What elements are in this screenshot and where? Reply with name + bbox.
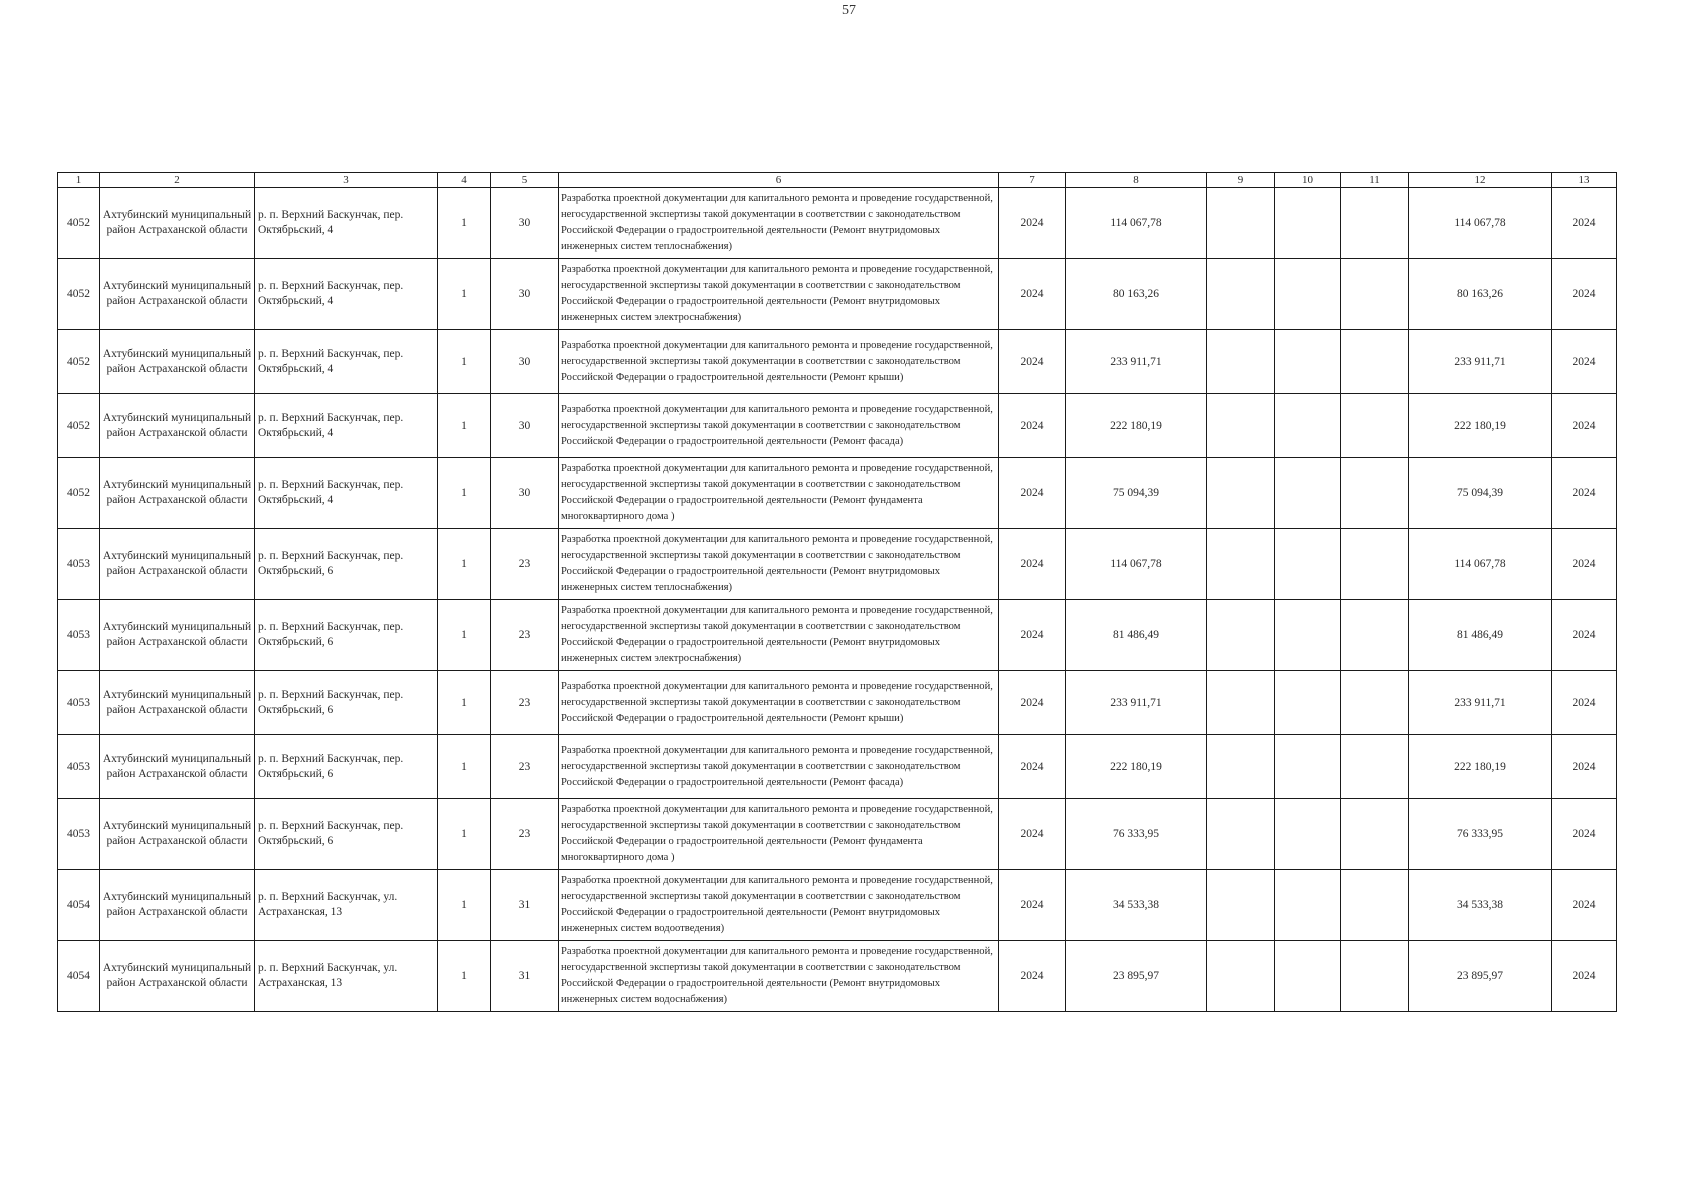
col12-amount-cell: 76 333,95 bbox=[1409, 799, 1552, 870]
col9-cell bbox=[1207, 735, 1275, 799]
year-cell: 2024 bbox=[999, 799, 1066, 870]
column-header: 1 bbox=[58, 173, 100, 188]
table-row bbox=[58, 188, 1617, 259]
col10-cell bbox=[1275, 671, 1341, 735]
amount-cell: 114 067,78 bbox=[1066, 188, 1207, 259]
object-id-cell: 4053 bbox=[58, 799, 100, 870]
col13-year-cell: 2024 bbox=[1552, 259, 1617, 330]
col12-amount-cell: 81 486,49 bbox=[1409, 600, 1552, 671]
col11-cell bbox=[1341, 671, 1409, 735]
work-description-cell: Разработка проектной документации для капитального ремонта и проведение государственной, негосударственной экспертизы такой документации в соответствии с законодательством Российской Федерации о градостроительной деятельности (Ремонт внутридомовых инженерных систем электроснабжения) bbox=[559, 600, 999, 671]
work-description-cell: Разработка проектной документации для капитального ремонта и проведение государственной, негосударственной экспертизы такой документации в соответствии с законодательством Российской Федерации о градостроительной деятельности (Ремонт крыши) bbox=[559, 671, 999, 735]
amount-cell: 222 180,19 bbox=[1066, 394, 1207, 458]
col11-cell bbox=[1341, 458, 1409, 529]
col5-cell: 23 bbox=[491, 671, 559, 735]
municipality-cell: Ахтубинский муниципальный район Астраханской области bbox=[100, 600, 255, 671]
col10-cell bbox=[1275, 799, 1341, 870]
col13-year-cell: 2024 bbox=[1552, 799, 1617, 870]
col5-cell: 23 bbox=[491, 600, 559, 671]
col11-cell bbox=[1341, 870, 1409, 941]
municipality-cell: Ахтубинский муниципальный район Астраханской области bbox=[100, 941, 255, 1012]
col9-cell bbox=[1207, 529, 1275, 600]
header-row bbox=[58, 173, 1617, 188]
col13-year-cell: 2024 bbox=[1552, 188, 1617, 259]
col10-cell bbox=[1275, 941, 1341, 1012]
amount-cell: 81 486,49 bbox=[1066, 600, 1207, 671]
col9-cell bbox=[1207, 394, 1275, 458]
column-header: 8 bbox=[1066, 173, 1207, 188]
municipality-cell: Ахтубинский муниципальный район Астраханской области bbox=[100, 870, 255, 941]
col5-cell: 23 bbox=[491, 529, 559, 600]
col9-cell bbox=[1207, 188, 1275, 259]
object-id-cell: 4053 bbox=[58, 600, 100, 671]
col12-amount-cell: 80 163,26 bbox=[1409, 259, 1552, 330]
col9-cell bbox=[1207, 330, 1275, 394]
col10-cell bbox=[1275, 458, 1341, 529]
col11-cell bbox=[1341, 941, 1409, 1012]
work-description-cell: Разработка проектной документации для капитального ремонта и проведение государственной, негосударственной экспертизы такой документации в соответствии с законодательством Российской Федерации о градостроительной деятельности (Ремонт фасада) bbox=[559, 735, 999, 799]
col9-cell bbox=[1207, 799, 1275, 870]
object-id-cell: 4053 bbox=[58, 735, 100, 799]
col5-cell: 31 bbox=[491, 870, 559, 941]
col12-amount-cell: 75 094,39 bbox=[1409, 458, 1552, 529]
object-id-cell: 4052 bbox=[58, 394, 100, 458]
municipality-cell: Ахтубинский муниципальный район Астраханской области bbox=[100, 529, 255, 600]
work-description-cell: Разработка проектной документации для капитального ремонта и проведение государственной, негосударственной экспертизы такой документации в соответствии с законодательством Российской Федерации о градостроительной деятельности (Ремонт внутридомовых инженерных систем водоснабжения) bbox=[559, 941, 999, 1012]
col4-cell: 1 bbox=[438, 735, 491, 799]
col12-amount-cell: 34 533,38 bbox=[1409, 870, 1552, 941]
address-cell: р. п. Верхний Баскунчак, пер. Октябрьский, 6 bbox=[255, 529, 438, 600]
amount-cell: 233 911,71 bbox=[1066, 330, 1207, 394]
col11-cell bbox=[1341, 330, 1409, 394]
year-cell: 2024 bbox=[999, 735, 1066, 799]
work-description-cell: Разработка проектной документации для капитального ремонта и проведение государственной, негосударственной экспертизы такой документации в соответствии с законодательством Российской Федерации о градостроительной деятельности (Ремонт внутридомовых инженерных систем электроснабжения) bbox=[559, 259, 999, 330]
col10-cell bbox=[1275, 600, 1341, 671]
col4-cell: 1 bbox=[438, 394, 491, 458]
col4-cell: 1 bbox=[438, 458, 491, 529]
work-description-cell: Разработка проектной документации для капитального ремонта и проведение государственной, негосударственной экспертизы такой документации в соответствии с законодательством Российской Федерации о градостроительной деятельности (Ремонт внутридомовых инженерных систем теплоснабжения) bbox=[559, 529, 999, 600]
col9-cell bbox=[1207, 870, 1275, 941]
col10-cell bbox=[1275, 735, 1341, 799]
col5-cell: 30 bbox=[491, 458, 559, 529]
address-cell: р. п. Верхний Баскунчак, ул. Астраханская, 13 bbox=[255, 941, 438, 1012]
table-body bbox=[58, 188, 1617, 1012]
table-row bbox=[58, 671, 1617, 735]
amount-cell: 80 163,26 bbox=[1066, 259, 1207, 330]
col9-cell bbox=[1207, 671, 1275, 735]
address-cell: р. п. Верхний Баскунчак, пер. Октябрьский, 4 bbox=[255, 330, 438, 394]
address-cell: р. п. Верхний Баскунчак, пер. Октябрьский, 4 bbox=[255, 458, 438, 529]
municipality-cell: Ахтубинский муниципальный район Астраханской области bbox=[100, 458, 255, 529]
year-cell: 2024 bbox=[999, 394, 1066, 458]
object-id-cell: 4052 bbox=[58, 330, 100, 394]
year-cell: 2024 bbox=[999, 458, 1066, 529]
address-cell: р. п. Верхний Баскунчак, пер. Октябрьский, 6 bbox=[255, 799, 438, 870]
municipality-cell: Ахтубинский муниципальный район Астраханской области bbox=[100, 799, 255, 870]
column-header: 3 bbox=[255, 173, 438, 188]
year-cell: 2024 bbox=[999, 259, 1066, 330]
address-cell: р. п. Верхний Баскунчак, пер. Октябрьский, 6 bbox=[255, 671, 438, 735]
col10-cell bbox=[1275, 529, 1341, 600]
amount-cell: 34 533,38 bbox=[1066, 870, 1207, 941]
col13-year-cell: 2024 bbox=[1552, 941, 1617, 1012]
work-description-cell: Разработка проектной документации для капитального ремонта и проведение государственной, негосударственной экспертизы такой документации в соответствии с законодательством Российской Федерации о градостроительной деятельности (Ремонт крыши) bbox=[559, 330, 999, 394]
column-header: 12 bbox=[1409, 173, 1552, 188]
col5-cell: 30 bbox=[491, 394, 559, 458]
table-row bbox=[58, 735, 1617, 799]
object-id-cell: 4054 bbox=[58, 941, 100, 1012]
col11-cell bbox=[1341, 600, 1409, 671]
municipality-cell: Ахтубинский муниципальный район Астраханской области bbox=[100, 330, 255, 394]
col5-cell: 23 bbox=[491, 799, 559, 870]
object-id-cell: 4052 bbox=[58, 188, 100, 259]
col13-year-cell: 2024 bbox=[1552, 735, 1617, 799]
col4-cell: 1 bbox=[438, 600, 491, 671]
column-header: 11 bbox=[1341, 173, 1409, 188]
col9-cell bbox=[1207, 458, 1275, 529]
col11-cell bbox=[1341, 799, 1409, 870]
column-header: 4 bbox=[438, 173, 491, 188]
column-header: 10 bbox=[1275, 173, 1341, 188]
col4-cell: 1 bbox=[438, 529, 491, 600]
col11-cell bbox=[1341, 529, 1409, 600]
table-row bbox=[58, 600, 1617, 671]
column-header: 6 bbox=[559, 173, 999, 188]
col12-amount-cell: 222 180,19 bbox=[1409, 735, 1552, 799]
address-cell: р. п. Верхний Баскунчак, пер. Октябрьский, 4 bbox=[255, 188, 438, 259]
col12-amount-cell: 233 911,71 bbox=[1409, 671, 1552, 735]
year-cell: 2024 bbox=[999, 870, 1066, 941]
column-header: 9 bbox=[1207, 173, 1275, 188]
col4-cell: 1 bbox=[438, 671, 491, 735]
col9-cell bbox=[1207, 600, 1275, 671]
work-description-cell: Разработка проектной документации для капитального ремонта и проведение государственной, негосударственной экспертизы такой документации в соответствии с законодательством Российской Федерации о градостроительной деятельности (Ремонт фундамента многоквартирного дома ) bbox=[559, 799, 999, 870]
year-cell: 2024 bbox=[999, 330, 1066, 394]
municipality-cell: Ахтубинский муниципальный район Астраханской области bbox=[100, 188, 255, 259]
col11-cell bbox=[1341, 394, 1409, 458]
municipality-cell: Ахтубинский муниципальный район Астраханской области bbox=[100, 259, 255, 330]
col13-year-cell: 2024 bbox=[1552, 600, 1617, 671]
col12-amount-cell: 114 067,78 bbox=[1409, 188, 1552, 259]
col4-cell: 1 bbox=[438, 188, 491, 259]
municipality-cell: Ахтубинский муниципальный район Астраханской области bbox=[100, 671, 255, 735]
col12-amount-cell: 114 067,78 bbox=[1409, 529, 1552, 600]
page-number: 57 bbox=[842, 3, 856, 18]
col9-cell bbox=[1207, 259, 1275, 330]
address-cell: р. п. Верхний Баскунчак, пер. Октябрьский, 4 bbox=[255, 259, 438, 330]
col4-cell: 1 bbox=[438, 870, 491, 941]
year-cell: 2024 bbox=[999, 529, 1066, 600]
object-id-cell: 4052 bbox=[58, 259, 100, 330]
amount-cell: 222 180,19 bbox=[1066, 735, 1207, 799]
col9-cell bbox=[1207, 941, 1275, 1012]
address-cell: р. п. Верхний Баскунчак, ул. Астраханская, 13 bbox=[255, 870, 438, 941]
table-header bbox=[58, 173, 1617, 188]
object-id-cell: 4052 bbox=[58, 458, 100, 529]
amount-cell: 76 333,95 bbox=[1066, 799, 1207, 870]
amount-cell: 23 895,97 bbox=[1066, 941, 1207, 1012]
col5-cell: 30 bbox=[491, 188, 559, 259]
col12-amount-cell: 222 180,19 bbox=[1409, 394, 1552, 458]
column-header: 13 bbox=[1552, 173, 1617, 188]
object-id-cell: 4054 bbox=[58, 870, 100, 941]
capital-repair-table bbox=[57, 172, 1617, 1012]
col11-cell bbox=[1341, 735, 1409, 799]
work-description-cell: Разработка проектной документации для капитального ремонта и проведение государственной, негосударственной экспертизы такой документации в соответствии с законодательством Российской Федерации о градостроительной деятельности (Ремонт внутридомовых инженерных систем водоотведения) bbox=[559, 870, 999, 941]
object-id-cell: 4053 bbox=[58, 529, 100, 600]
address-cell: р. п. Верхний Баскунчак, пер. Октябрьский, 6 bbox=[255, 600, 438, 671]
work-description-cell: Разработка проектной документации для капитального ремонта и проведение государственной, негосударственной экспертизы такой документации в соответствии с законодательством Российской Федерации о градостроительной деятельности (Ремонт внутридомовых инженерных систем теплоснабжения) bbox=[559, 188, 999, 259]
year-cell: 2024 bbox=[999, 941, 1066, 1012]
col13-year-cell: 2024 bbox=[1552, 330, 1617, 394]
col5-cell: 30 bbox=[491, 330, 559, 394]
column-header: 7 bbox=[999, 173, 1066, 188]
col10-cell bbox=[1275, 188, 1341, 259]
work-description-cell: Разработка проектной документации для капитального ремонта и проведение государственной, негосударственной экспертизы такой документации в соответствии с законодательством Российской Федерации о градостроительной деятельности (Ремонт фундамента многоквартирного дома ) bbox=[559, 458, 999, 529]
col13-year-cell: 2024 bbox=[1552, 458, 1617, 529]
amount-cell: 75 094,39 bbox=[1066, 458, 1207, 529]
table-row bbox=[58, 458, 1617, 529]
col13-year-cell: 2024 bbox=[1552, 529, 1617, 600]
municipality-cell: Ахтубинский муниципальный район Астраханской области bbox=[100, 735, 255, 799]
address-cell: р. п. Верхний Баскунчак, пер. Октябрьский, 6 bbox=[255, 735, 438, 799]
municipality-cell: Ахтубинский муниципальный район Астраханской области bbox=[100, 394, 255, 458]
col4-cell: 1 bbox=[438, 330, 491, 394]
col13-year-cell: 2024 bbox=[1552, 870, 1617, 941]
col10-cell bbox=[1275, 870, 1341, 941]
col11-cell bbox=[1341, 188, 1409, 259]
year-cell: 2024 bbox=[999, 188, 1066, 259]
col5-cell: 31 bbox=[491, 941, 559, 1012]
col12-amount-cell: 233 911,71 bbox=[1409, 330, 1552, 394]
address-cell: р. п. Верхний Баскунчак, пер. Октябрьский, 4 bbox=[255, 394, 438, 458]
table-row bbox=[58, 870, 1617, 941]
table-row bbox=[58, 799, 1617, 870]
col10-cell bbox=[1275, 259, 1341, 330]
col4-cell: 1 bbox=[438, 941, 491, 1012]
column-header: 5 bbox=[491, 173, 559, 188]
col4-cell: 1 bbox=[438, 799, 491, 870]
col10-cell bbox=[1275, 394, 1341, 458]
col11-cell bbox=[1341, 259, 1409, 330]
year-cell: 2024 bbox=[999, 600, 1066, 671]
col4-cell: 1 bbox=[438, 259, 491, 330]
col13-year-cell: 2024 bbox=[1552, 671, 1617, 735]
year-cell: 2024 bbox=[999, 671, 1066, 735]
col12-amount-cell: 23 895,97 bbox=[1409, 941, 1552, 1012]
table-row bbox=[58, 394, 1617, 458]
amount-cell: 114 067,78 bbox=[1066, 529, 1207, 600]
table-row bbox=[58, 259, 1617, 330]
work-description-cell: Разработка проектной документации для капитального ремонта и проведение государственной, негосударственной экспертизы такой документации в соответствии с законодательством Российской Федерации о градостроительной деятельности (Ремонт фасада) bbox=[559, 394, 999, 458]
col13-year-cell: 2024 bbox=[1552, 394, 1617, 458]
col5-cell: 30 bbox=[491, 259, 559, 330]
col5-cell: 23 bbox=[491, 735, 559, 799]
table-row bbox=[58, 330, 1617, 394]
col10-cell bbox=[1275, 330, 1341, 394]
table-row bbox=[58, 941, 1617, 1012]
amount-cell: 233 911,71 bbox=[1066, 671, 1207, 735]
object-id-cell: 4053 bbox=[58, 671, 100, 735]
table-row bbox=[58, 529, 1617, 600]
column-header: 2 bbox=[100, 173, 255, 188]
